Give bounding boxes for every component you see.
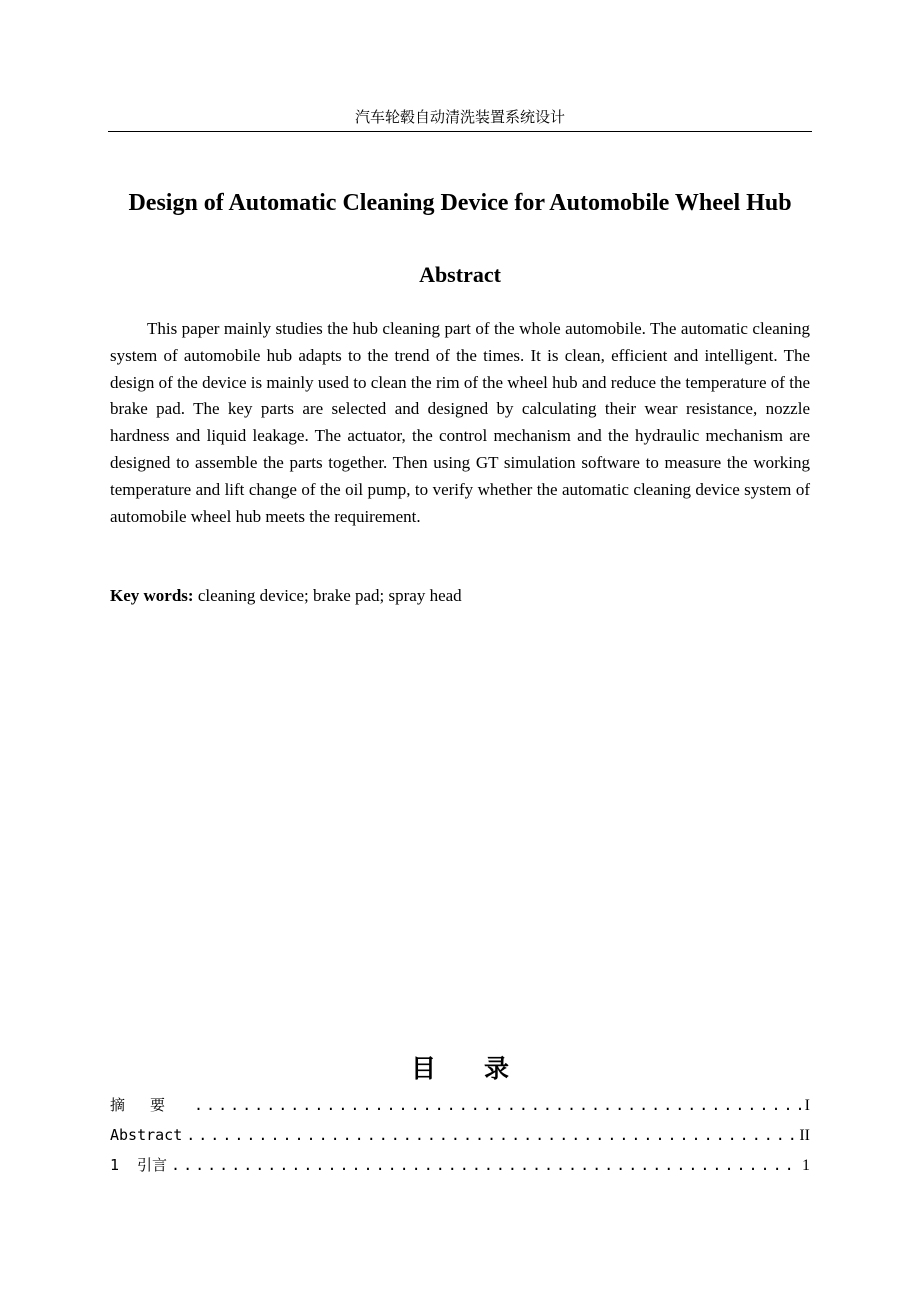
abstract-heading: Abstract: [419, 262, 501, 287]
running-header: 汽车轮毂自动清洗装置系统设计: [354, 110, 565, 126]
document-title: Design of Automatic Cleaning Device for Automobile Wheel Hub: [128, 190, 792, 216]
toc-entry-label: [110, 1152, 171, 1178]
keywords-line: [110, 583, 810, 609]
abstract-body: This paper mainly studies the hub cleaning part of the whole automobile. The automatic cleaning system of automobile hub adapts to the trend of the times. It is clean, efficient and intelligent. The design of the device is mainly used to clean the rim of the wheel hub and reduce the temperature of the brake pad. The key parts are selected and designed by calculating their wear resistance, nozzle hardness and liquid leakage. The actuator, the control mechanism and the hydraulic mechanism are designed to assemble the parts together. Then using GT simulation software to measure the working temperature and lift change of the oil pump, to verify whether the automatic cleaning device system of automobile wheel hub meets the requirement.: [110, 319, 810, 526]
toc-section-number: 1: [110, 1156, 120, 1174]
toc-page-number: 1: [802, 1157, 810, 1174]
toc-section-title: 引言: [137, 1156, 168, 1174]
header-rule: [108, 131, 812, 132]
toc-page-number: I: [804, 1097, 810, 1114]
toc-dot-leader: [171, 1152, 800, 1178]
toc-entry-label: Abstract: [110, 1126, 183, 1144]
toc-heading: 目录: [410, 1054, 557, 1083]
keywords-label: Key words:: [110, 586, 194, 605]
keywords-value: cleaning device; brake pad; spray head: [197, 586, 462, 605]
toc-entry-introduction[interactable]: [110, 1152, 810, 1182]
toc-entry-abstract-cn[interactable]: [110, 1092, 810, 1122]
toc-entry-label: 摘要: [110, 1096, 191, 1114]
toc-entry-abstract-en[interactable]: [110, 1122, 810, 1152]
toc-page-number: II: [799, 1127, 810, 1144]
toc-dot-leader: [194, 1092, 803, 1118]
toc-dot-leader: [186, 1122, 797, 1148]
table-of-contents: [110, 1092, 810, 1182]
